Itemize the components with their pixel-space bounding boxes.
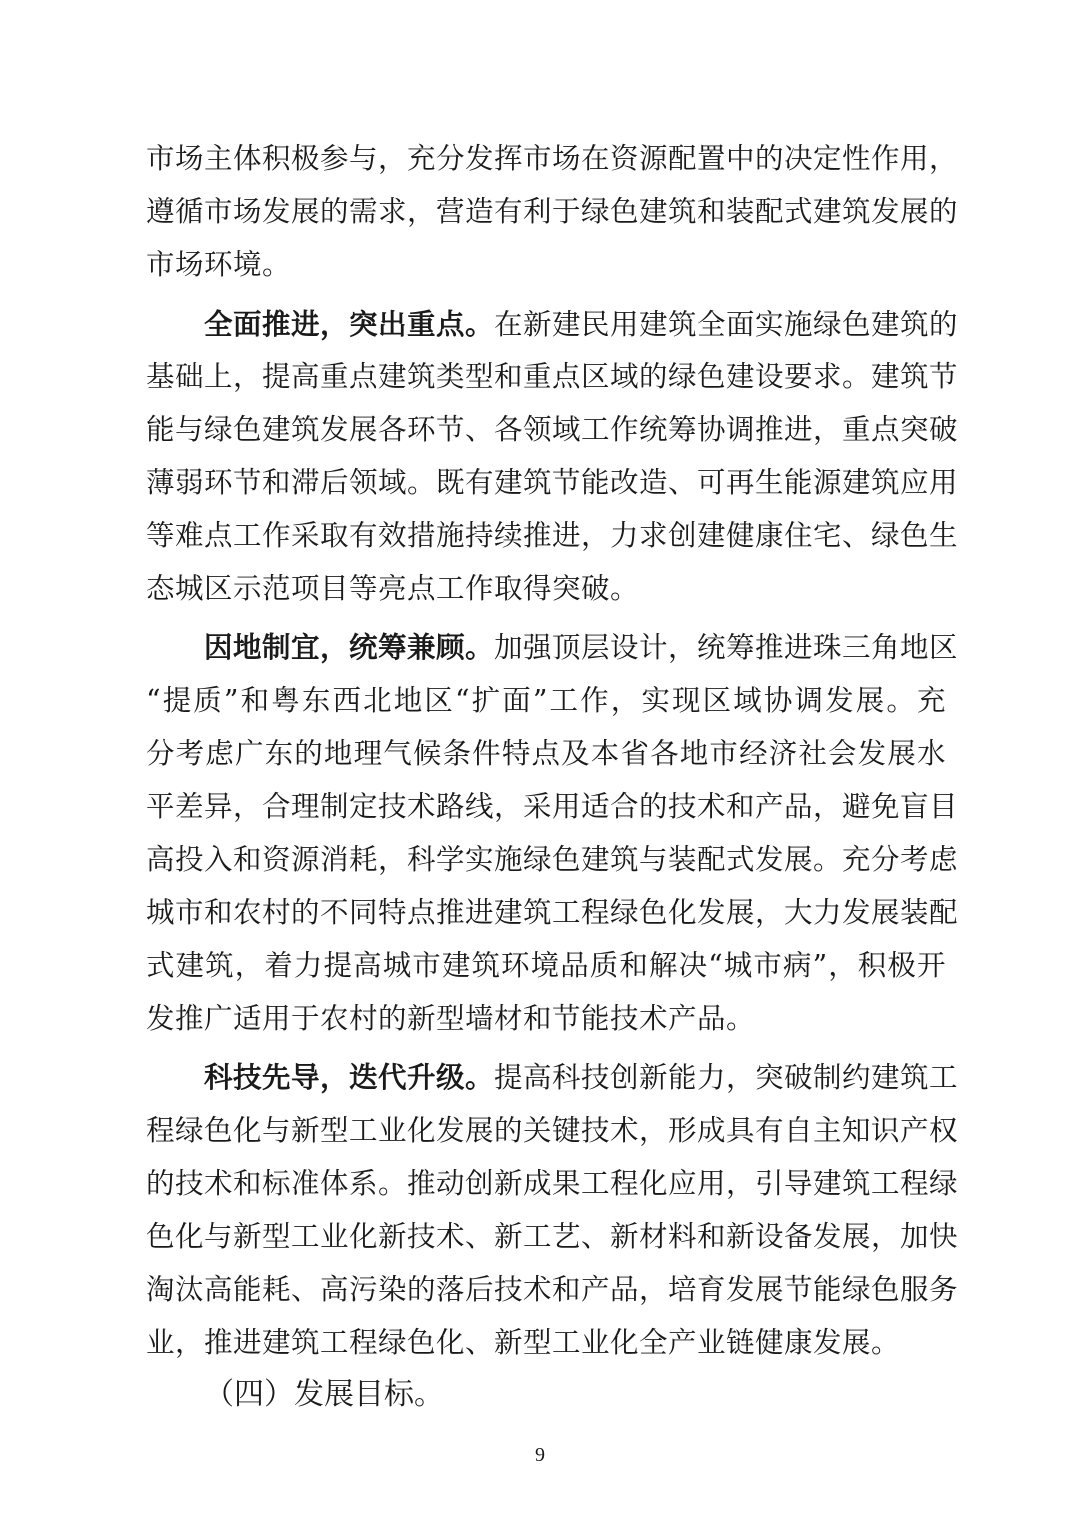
p2-lead-heading: 因地制宜，统筹兼顾。 [204,631,495,664]
section-heading: （四）发展目标。 [204,1377,444,1412]
p1-line-5: 等难点工作采取有效措施持续推进，力求创建健康住宅、绿色生 [146,519,959,552]
p3-lead-heading: 科技先导，迭代升级。 [204,1061,495,1094]
p2-line-7: 式建筑，着力提高城市建筑环境品质和解决“城市病”，积极开 [146,949,946,982]
p3-line-3: 的技术和标准体系。推动创新成果工程化应用，引导建筑工程绿 [146,1167,959,1200]
p1-lead-text: 在新建民用建筑全面实施绿色建筑的 [494,308,959,341]
intro-line-2: 遵循市场发展的需求，营造有利于绿色建筑和装配式建筑发展的 [146,195,959,228]
p2-line-3: 分考虑广东的地理气候条件特点及本省各地市经济社会发展水 [146,737,946,770]
p3-line-4: 色化与新型工业化新技术、新工艺、新材料和新设备发展，加快 [146,1220,959,1253]
p1-line-3: 能与绿色建筑发展各环节、各领域工作统筹协调推进，重点突破 [146,413,959,446]
p1-line-4: 薄弱环节和滞后领域。既有建筑节能改造、可再生能源建筑应用 [146,466,959,499]
p2-line-1 [204,626,959,670]
p1-line-1 [204,303,959,347]
p2-line-2: “提质”和粤东西北地区“扩面”工作，实现区域协调发展。充 [146,684,946,717]
intro-line-1: 市场主体积极参与，充分发挥市场在资源配置中的决定性作用， [146,142,959,175]
p1-line-6: 态城区示范项目等亮点工作取得突破。 [146,572,640,605]
intro-line-3: 市场环境。 [146,248,292,281]
p3-lead-text: 提高科技创新能力，突破制约建筑工 [494,1061,959,1094]
p3-line-1 [204,1056,959,1100]
p2-line-8: 发推广适用于农村的新型墙材和节能技术产品。 [146,1002,756,1035]
p2-line-4: 平差异，合理制定技术路线，采用适合的技术和产品，避免盲目 [146,790,959,823]
page-number: 9 [535,1444,545,1466]
p2-line-5: 高投入和资源消耗，科学实施绿色建筑与装配式发展。充分考虑 [146,843,959,876]
p3-line-2: 程绿色化与新型工业化发展的关键技术，形成具有自主知识产权 [146,1114,959,1147]
p1-lead-heading: 全面推进，突出重点。 [204,308,495,341]
p3-line-5: 淘汰高能耗、高污染的落后技术和产品，培育发展节能绿色服务 [146,1273,959,1306]
p2-line-6: 城市和农村的不同特点推进建筑工程绿色化发展，大力发展装配 [146,896,959,929]
p3-line-6: 业，推进建筑工程绿色化、新型工业化全产业链健康发展。 [146,1326,901,1359]
p1-line-2: 基础上，提高重点建筑类型和重点区域的绿色建设要求。建筑节 [146,360,959,393]
p2-lead-text: 加强顶层设计，统筹推进珠三角地区 [494,631,959,664]
